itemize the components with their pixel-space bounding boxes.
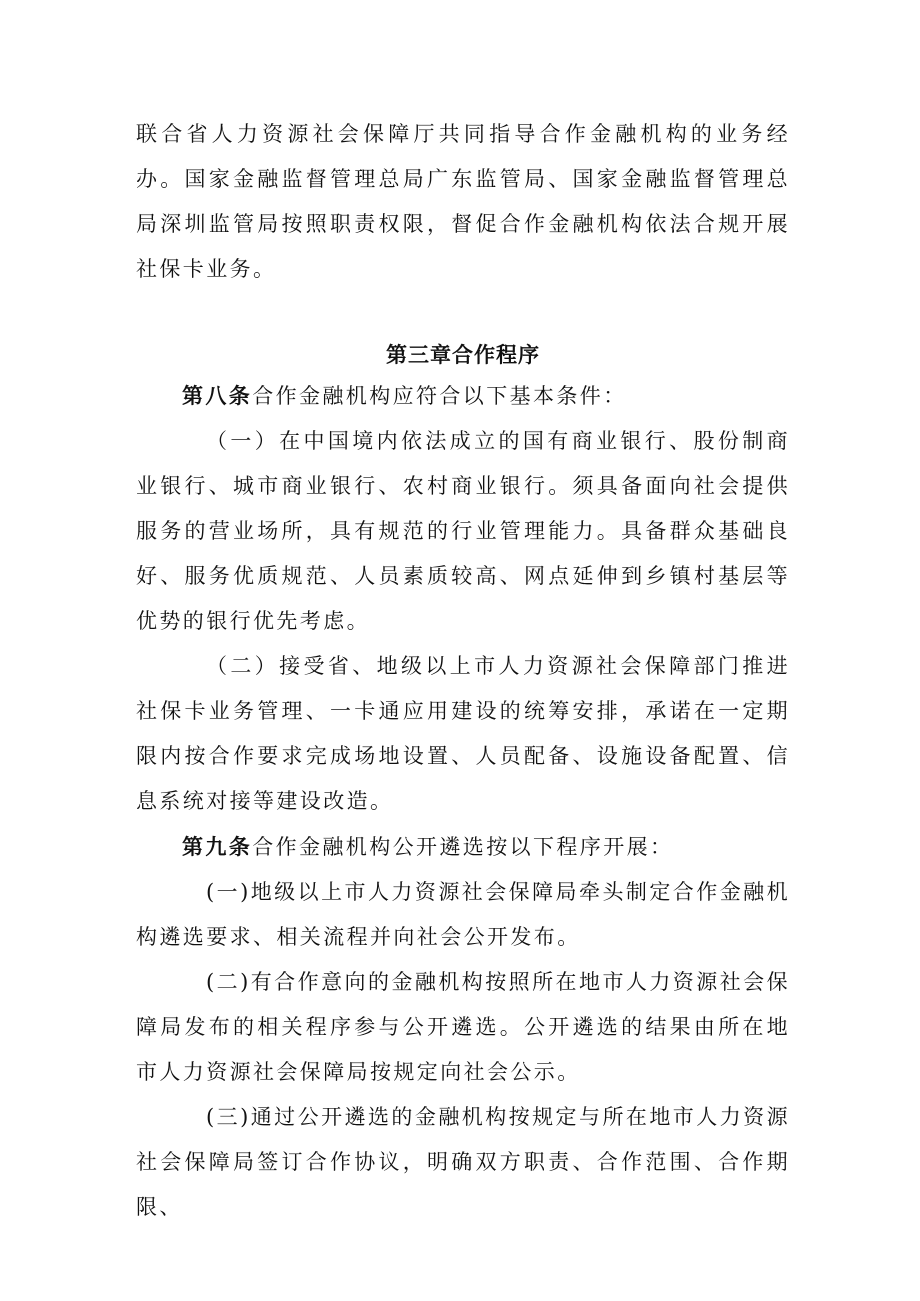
chapter-title: 第三章合作程序	[386, 342, 540, 367]
article-9-text: 合作金融机构公开遴选按以下程序开展：	[252, 835, 674, 859]
article-8-item-1: （一）在中国境内依法成立的国有商业银行、股份制商业银行、城市商业银行、农村商业银行。须具备面向社会提供服务的营业场所，具有规范的行业管理能力。具备群众基础良好、服务优质规范、人员素质较高、网点延伸到乡镇村基层等优势的银行优先考虑。	[136, 429, 790, 633]
article-9-label: 第九条	[182, 834, 253, 859]
article-9	[136, 824, 790, 870]
document-body	[136, 112, 790, 1230]
paragraph-continuation: 联合省人力资源社会保障厅共同指导合作金融机构的业务经办。国家金融监督管理总局广东监管局、国家金融监督管理总局深圳监管局按照职责权限，督促合作金融机构依法合规开展社保卡业务。	[136, 122, 790, 281]
article-8	[136, 373, 790, 419]
article-8-text: 合作金融机构应符合以下基本条件：	[252, 384, 627, 408]
article-8-item-2: （二）接受省、地级以上市人力资源社会保障部门推进社保卡业务管理、一卡通应用建设的统筹安排，承诺在一定期限内按合作要求完成场地设置、人员配备、设施设备配置、信息系统对接等建设改造。	[136, 654, 790, 813]
article-8-label: 第八条	[182, 383, 253, 408]
article-9-item-2: (二)有合作意向的金融机构按照所在地市人力资源社会保障局发布的相关程序参与公开遴选。公开遴选的结果由所在地市人力资源社会保障局按规定向社会公示。	[136, 970, 790, 1084]
article-9-item-3: (三)通过公开遴选的金融机构按规定与所在地市人力资源社会保障局签订合作协议，明确双方职责、合作范围、合作期限、	[136, 1105, 790, 1219]
article-9-item-1: (一)地级以上市人力资源社会保障局牵头制定合作金融机构遴选要求、相关流程并向社会公开发布。	[136, 880, 790, 949]
